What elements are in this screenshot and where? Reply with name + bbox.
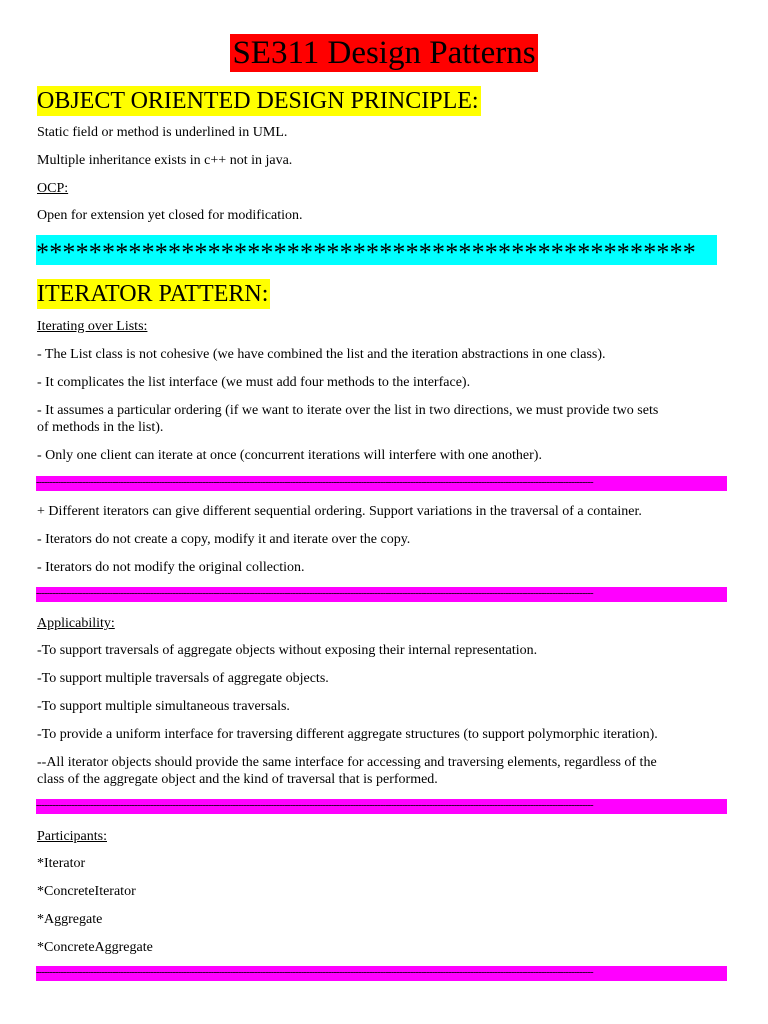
list-item: - Only one client can iterate at once (concurrent iterations will interfere with one another). — [37, 448, 542, 463]
iterating-lists-label: Iterating over Lists: — [37, 319, 148, 334]
title-wrapper — [0, 34, 768, 72]
list-item: - The List class is not cohesive (we have combined the list and the iteration abstractions in one class). — [37, 347, 606, 362]
section-heading-oo-design: OBJECT ORIENTED DESIGN PRINCIPLE: — [37, 88, 479, 114]
list-item: *ConcreteIterator — [37, 884, 136, 899]
dash-separator-text: ------------------------------------------------------------------------------------------------------------------------------------------------------------------------------------------------------------ — [36, 967, 593, 978]
dash-separator — [36, 587, 727, 602]
document-title: SE311 Design Patterns — [232, 35, 536, 71]
list-item: -To support multiple simultaneous traversals. — [37, 699, 290, 714]
applicability-label: Applicability: — [37, 616, 115, 631]
text-line: Multiple inheritance exists in c++ not in java. — [37, 153, 293, 168]
list-item: -To support traversals of aggregate objects without exposing their internal representation. — [37, 643, 538, 658]
list-item: - It complicates the list interface (we must add four methods to the interface). — [37, 375, 471, 390]
star-separator — [36, 235, 717, 265]
list-item: --All iterator objects should provide the same interface for accessing and traversing elements, regardless of the — [37, 755, 657, 770]
list-item: of methods in the list). — [37, 420, 164, 435]
list-item: *Aggregate — [37, 912, 103, 927]
section-heading-iterator: ITERATOR PATTERN: — [37, 281, 269, 307]
list-item: - It assumes a particular ordering (if we want to iterate over the list in two directions, we must provide two sets — [37, 403, 659, 418]
dash-separator — [36, 799, 727, 814]
text-line: Open for extension yet closed for modification. — [37, 208, 303, 223]
list-item: *Iterator — [37, 856, 86, 871]
list-item: -To support multiple traversals of aggregate objects. — [37, 671, 329, 686]
text-line: Static field or method is underlined in UML. — [37, 125, 288, 140]
dash-separator — [36, 476, 727, 491]
participants-label: Participants: — [37, 829, 107, 844]
dash-separator — [36, 966, 727, 981]
dash-separator-text: ------------------------------------------------------------------------------------------------------------------------------------------------------------------------------------------------------------ — [36, 588, 593, 599]
ocp-label: OCP: — [37, 181, 69, 196]
list-item: - Iterators do not modify the original collection. — [37, 560, 305, 575]
list-item: -To provide a uniform interface for traversing different aggregate structures (to support polymorphic iteration). — [37, 727, 658, 742]
list-item: *ConcreteAggregate — [37, 940, 153, 955]
star-separator-text: ************************************************** — [36, 238, 696, 265]
dash-separator-text: ------------------------------------------------------------------------------------------------------------------------------------------------------------------------------------------------------------ — [36, 800, 593, 811]
list-item: class of the aggregate object and the kind of traversal that is performed. — [37, 772, 438, 787]
list-item: + Different iterators can give different sequential ordering. Support variations in the traversal of a container. — [37, 504, 642, 519]
dash-separator-text: ------------------------------------------------------------------------------------------------------------------------------------------------------------------------------------------------------------ — [36, 477, 593, 488]
list-item: - Iterators do not create a copy, modify it and iterate over the copy. — [37, 532, 411, 547]
